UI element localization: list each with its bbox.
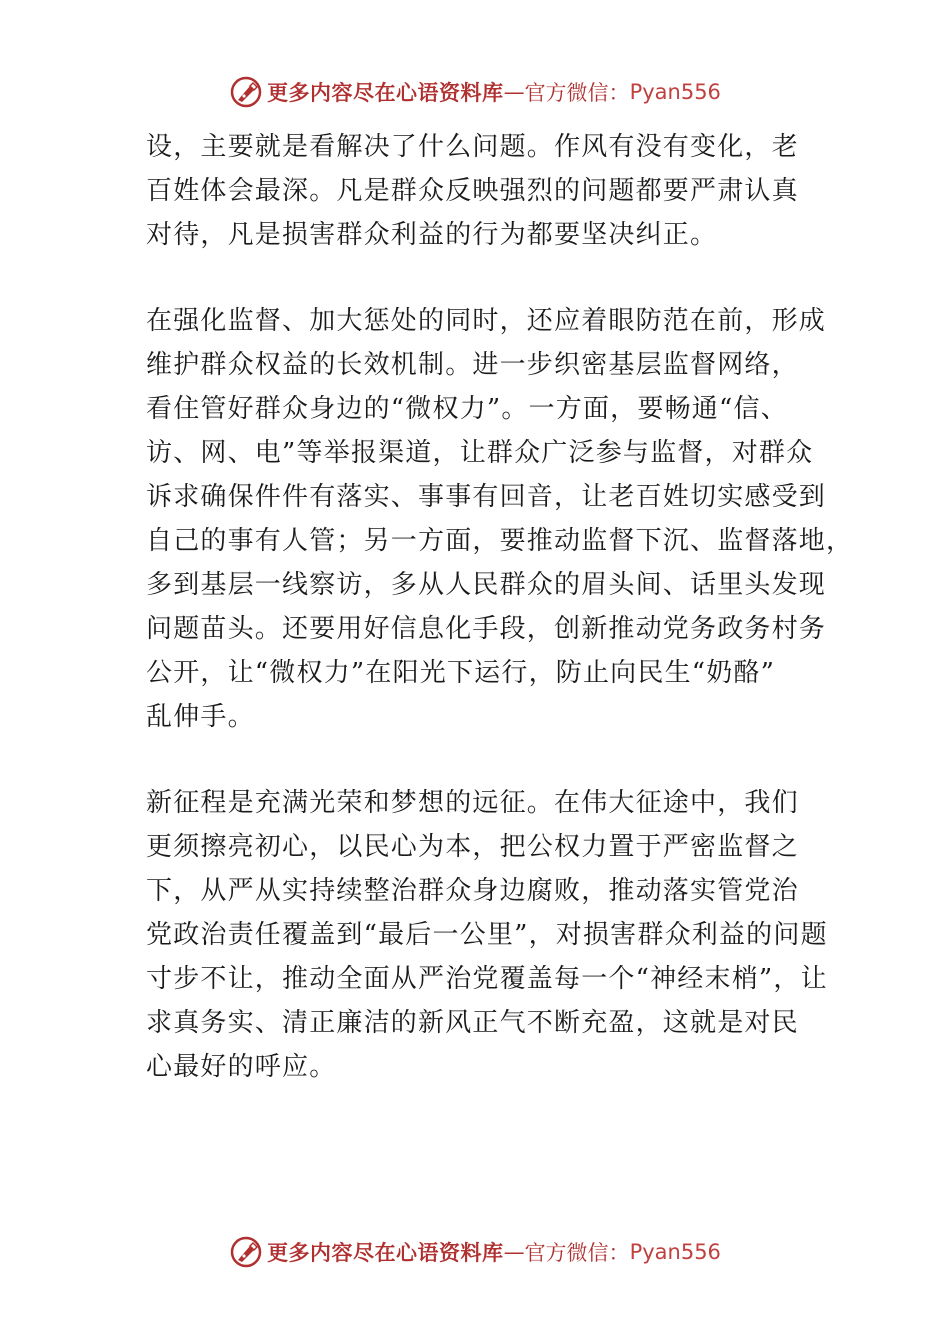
- header-wechat-id: Pyan556: [629, 80, 721, 104]
- footer-dash: —: [503, 1240, 525, 1264]
- footer-wechat-id: Pyan556: [629, 1240, 721, 1264]
- header-dash: —: [503, 80, 525, 104]
- text-line: 下，从严从实持续整治群众身边腐败，推动落实管党治: [146, 876, 799, 906]
- header-wechat-label: 官方微信：: [524, 81, 630, 105]
- footer-site-name: 更多内容尽在心语资料库: [267, 1241, 504, 1265]
- text-line: 对待，凡是损害群众利益的行为都要坚决纠正。: [146, 220, 718, 250]
- text-line: 在强化监督、加大惩处的同时，还应着眼防范在前，形成: [146, 306, 827, 336]
- text-line: 心最好的呼应。: [146, 1052, 337, 1082]
- text-line: 乱伸手。: [146, 702, 255, 732]
- text-line: 更须擦亮初心，以民心为本，把公权力置于严密监督之: [146, 832, 799, 862]
- text-line: 多到基层一线察访，多从人民群众的眉头间、话里头发现: [146, 570, 827, 600]
- pen-nib-logo-icon: [229, 1235, 263, 1269]
- header-banner: [0, 70, 950, 114]
- text-line: 问题苗头。还要用好信息化手段，创新推动党务政务村务: [146, 614, 827, 644]
- paragraph-1: [146, 125, 846, 257]
- text-line: 公开，让“微权力”在阳光下运行，防止向民生“奶酪”: [146, 658, 776, 688]
- text-line: 访、网、电”等举报渠道，让群众广泛参与监督，对群众: [146, 438, 814, 468]
- text-line: 设，主要就是看解决了什么问题。作风有没有变化，老: [146, 132, 799, 162]
- text-line: 求真务实、清正廉洁的新风正气不断充盈，这就是对民: [146, 1008, 799, 1038]
- footer-wechat-label: 官方微信：: [524, 1241, 630, 1265]
- paragraph-3: [146, 781, 846, 1089]
- text-line: 诉求确保件件有落实、事事有回音，让老百姓切实感受到: [146, 482, 827, 512]
- text-line: 寸步不让，推动全面从严治党覆盖每一个“神经末梢”，让: [146, 964, 828, 994]
- pen-nib-logo-icon: [229, 75, 263, 109]
- paragraph-2: [146, 299, 854, 739]
- footer-banner: [0, 1230, 950, 1274]
- text-line: 自己的事有人管；另一方面，要推动监督下沉、监督落地，: [146, 526, 854, 556]
- header-site-name: 更多内容尽在心语资料库: [267, 81, 504, 105]
- text-line: 看住管好群众身边的“微权力”。一方面，要畅通“信、: [146, 394, 788, 424]
- text-line: 维护群众权益的长效机制。进一步织密基层监督网络，: [146, 350, 799, 380]
- text-line: 百姓体会最深。凡是群众反映强烈的问题都要严肃认真: [146, 176, 799, 206]
- document-body: [146, 125, 854, 1131]
- text-line: 党政治责任覆盖到“最后一公里”，对损害群众利益的问题: [146, 920, 828, 950]
- text-line: 新征程是充满光荣和梦想的远征。在伟大征途中，我们: [146, 788, 799, 818]
